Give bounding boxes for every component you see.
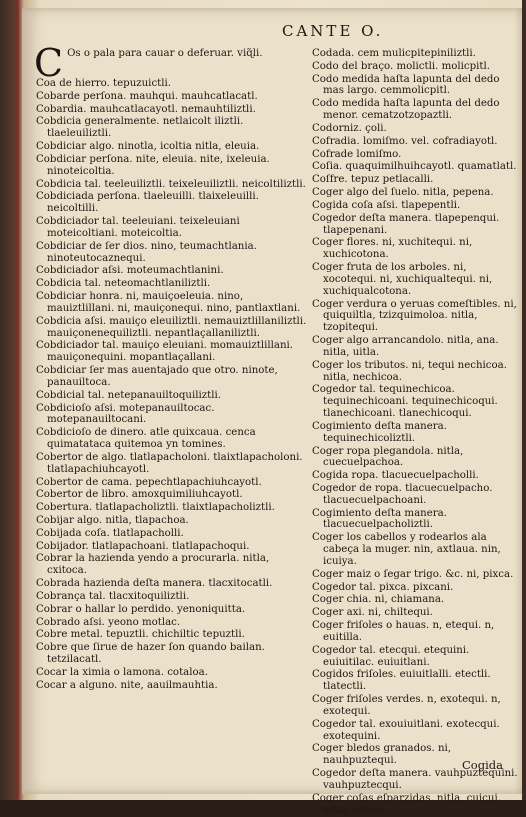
dictionary-entry: Coſfre. tepuz petlacalli. <box>312 174 434 186</box>
dictionary-entry: Cobdicia generalmente. netlaicolt iliztli. tlaeleuiliztli. <box>36 116 244 140</box>
dictionary-entry: Cogedor tal. etecqui. etequini. euiuitilac. euiuitlani. <box>312 644 470 668</box>
dictionary-entry: Codada. cem mulicpitepiniliztli. <box>312 48 476 59</box>
dictionary-entry: Cobijador. tlatlapachoani. tlatlapachoqui. <box>36 540 250 552</box>
dictionary-entry: Cogedor tal. tequinechicoa. tequinechicoani. tequinechicoqui. tlanechicoani. tlanechicoqui. <box>312 384 498 420</box>
dictionary-entry: Cogimiento deſta manera. tequinechicoliztli. <box>312 420 447 444</box>
dictionary-entry: Cobdiciador tal. teeleuiani. teixeleuiani moteicoltiani. moteicoltia. <box>36 216 240 239</box>
dictionary-entry: Coger los cabellos y rodearlos ala cabeça la muger. nin, axtlaua. nin, icuiya. <box>312 532 501 567</box>
left-column <box>34 41 308 693</box>
dictionary-entry: Cobdiciador aſsi. moteumachtlanini. <box>36 265 224 277</box>
dictionary-entry: Cogedor deſta manera. vauhpuztequini. vauhpuztecqui. <box>312 768 518 791</box>
dictionary-entry: Cobdiciador tal. mauiço eleuiani. momauiztlillani. mauiçonequini. mopantlaçallani. <box>36 340 294 364</box>
dictionary-entry: Cobdiciar algo. ninotla, icoltia nitla, eleuia. <box>36 141 260 153</box>
dictionary-entry: Coſia. quaquimilhuihcayotl. quamatlatl. <box>312 161 517 173</box>
dictionary-entry: Cogedor deſta manera. tlapepenqui. tlapepenani. <box>312 212 500 236</box>
dictionary-entry: Coger axi. ni, chiltequi. <box>312 607 433 619</box>
dictionary-entry: Codo medida haſta lapunta del dedo menor. cematzotzopaztli. <box>312 98 500 122</box>
dictionary-entry: Cobdicia tal. neteomachtlaniliztli. <box>36 278 211 290</box>
dictionary-entry: Cobdiciar de ſer dios. nino, teumachtlania. ninoteutocaznequi. <box>36 240 257 264</box>
dictionary-entry: Cobertor de cama. pepechtlapachiuhcayotl. <box>36 476 262 488</box>
dictionary-entry: Coger friſoles o hauas. n, etequi. n, euitilla. <box>312 620 495 643</box>
dictionary-entry: Cobre metal. tepuztli. chichiltic tepuztli. <box>36 629 245 641</box>
dictionary-entry: Cogida ropa. tlacuecuelpacholli. <box>312 470 479 482</box>
dropcap-text: Os o pala para cauar o deferuar. viɋ̃li. <box>67 48 263 59</box>
right-column <box>312 48 520 817</box>
right-entry-list <box>312 48 520 816</box>
dictionary-entry: Cobijada coſa. tlatlapacholli. <box>36 527 184 539</box>
dictionary-entry: Cobertor de libro. amoxquimiliuhcayotl. <box>36 489 243 501</box>
dictionary-entry: Cobdiciar honra. ni, mauiçoeleuia. nino, mauiztlillani. ni, mauiçonequi. nino, pantlaxtlani. <box>36 291 301 314</box>
dictionary-entry: Codorniz. çoli. <box>312 122 387 134</box>
dictionary-entry: Coger bledos granados. ni, nauhpuztequi. <box>312 743 452 767</box>
dictionary-entry: Cogedor tal. pixca. pixcani. <box>312 581 454 593</box>
dictionary-entry: Cobrar la hazienda yendo a procurarla. nitla, cxitoca. <box>36 553 270 577</box>
dictionary-entry: Coger algo arrancandolo. nitla, ana. nitla, uitla. <box>312 335 499 358</box>
dictionary-entry: Cogimiento deſta manera. tlacuecuelpacholiztli. <box>312 507 447 531</box>
dictionary-entry: Cogedor de ropa. tlacuecuelpacho. tlacuecuelpachoani. <box>312 482 493 506</box>
dictionary-entry: Coger flores. ni, xuchitequi. ni, xuchicotona. <box>312 237 473 261</box>
dictionary-entry: Coger maiz o ſegar trigo. &c. ni, pixca. <box>312 568 514 580</box>
dictionary-entry: Cobertor de algo. tlatlapacholoni. tlaixtlapacholoni. tlatlapachiuhcayotl. <box>36 451 303 475</box>
dictionary-entry: Cobdicia tal. teeleuiliztli. teixeleuiliztli. neicoltiliztli. <box>36 178 306 190</box>
dictionary-entry: Coger algo del ſuelo. nitla, pepena. <box>312 187 494 199</box>
dictionary-entry: Cobre que ſirue de hazer ſon quando bailan. tetzilacatl. <box>36 642 265 666</box>
dictionary-entry: Cofradia. lomiſmo. vel. cofradiayotl. <box>312 135 498 147</box>
dictionary-entry: Cobdicial tal. netepanauiltoquiliztli. <box>36 389 221 401</box>
dictionary-entry: Cogedor tal. exouiuitlani. exotecqui. exotequini. <box>312 718 500 742</box>
dictionary-entry: Coger friſoles verdes. n, exotequi. n, exotequi. <box>312 694 501 717</box>
dictionary-entry: Cobdicioſo de dinero. atle quixcaua. cenca quimatataca quitemoa yn tomines. <box>36 427 256 451</box>
dictionary-entry: Cobdicia aſsi. mauiço eleuiliztli. nemauiztlillaniliztli. mauiçonenequiliztli. nepantlaçallaniliztli. <box>36 315 307 339</box>
page-edge <box>522 0 526 800</box>
dictionary-entry: Cogidos friſoles. euiuitlalli. etectli. tlatectli. <box>312 669 491 693</box>
dictionary-entry: Cobdicioſo aſsi. motepanauiltocac. motepanauiltocani. <box>36 402 215 426</box>
dictionary-entry: Codo del braço. molictli. molicpitl. <box>312 60 490 72</box>
dictionary-entry: Cobijar algo. nitla, tlapachoa. <box>36 514 189 526</box>
running-header: CANTE O. <box>282 22 384 40</box>
left-entry-list <box>36 78 308 692</box>
dictionary-entry: Cobardia. mauhcatlacayotl. nemauhtiliztli. <box>36 103 256 115</box>
dictionary-entry: Codo medida haſta lapunta del dedo mas largo. cemmolicpitl. <box>312 73 500 97</box>
dictionary-entry: Cobdiciar ſer mas auentajado que otro. ninote, panauiltoca. <box>36 365 278 388</box>
dictionary-entry: Coger fruta de los arboles. ni, xocotequi. ni, xuchiqualtequi. ni, xuchiqualcotona. <box>312 262 493 297</box>
dictionary-entry: Coger chia. ni, chiamana. <box>312 594 445 606</box>
dictionary-entry: Cobertura. tlatlapacholiztli. tlaixtlapacholiztli. <box>36 502 275 514</box>
dropcap-letter: C <box>34 41 64 85</box>
dictionary-entry: Cobrada hazienda deſta manera. tlacxitocatli. <box>36 578 273 590</box>
dictionary-entry: Cobrado aſsi. yeono motlac. <box>36 616 181 628</box>
dictionary-entry: Coger verdura o yeruas comeſtibles. ni, quiquiltla, tzizquimoloa. nitla, tzopitequi. <box>312 298 517 334</box>
dictionary-entry: Coa de hierro. tepuzuictli. <box>36 78 171 89</box>
dictionary-entry: Cobdiciada perſona. tlaeleuilli. tlaixeleuilli. neicoltilli. <box>36 191 259 215</box>
dictionary-entry: Cofrade lomiſmo. <box>312 148 402 160</box>
dictionary-entry: Cobarde perſona. mauhqui. mauhcatlacatl. <box>36 90 258 102</box>
dictionary-entry: Cogida coſa aſsi. tlapepentli. <box>312 199 461 211</box>
dictionary-entry: Cobrar o hallar lo perdido. yenoniquitta. <box>36 603 246 615</box>
dictionary-entry: Coger los tributos. ni, tequi nechicoa. nitla, nechicoa. <box>312 359 507 383</box>
dictionary-entry: Cocar la ximia o lamona. cotaloa. <box>36 666 208 678</box>
dictionary-entry: Cobrança tal. tlacxitoquiliztli. <box>36 590 190 602</box>
catchword: Cogida <box>462 758 503 772</box>
dictionary-entry: Coger ropa plegandola. nitla, cuecuelpachoa. <box>312 445 464 469</box>
dictionary-entry: Cocar a alguno. nite, aauilmauhtia. <box>36 679 218 691</box>
dictionary-entry: Cobdiciar perſona. nite, eleuia. nite, ixeleuia. ninoteicoltia. <box>36 153 270 177</box>
dictionary-entry: Coger coſas eſparzidas. nitla, cuicui. nitla, ololoa. <box>312 792 501 816</box>
